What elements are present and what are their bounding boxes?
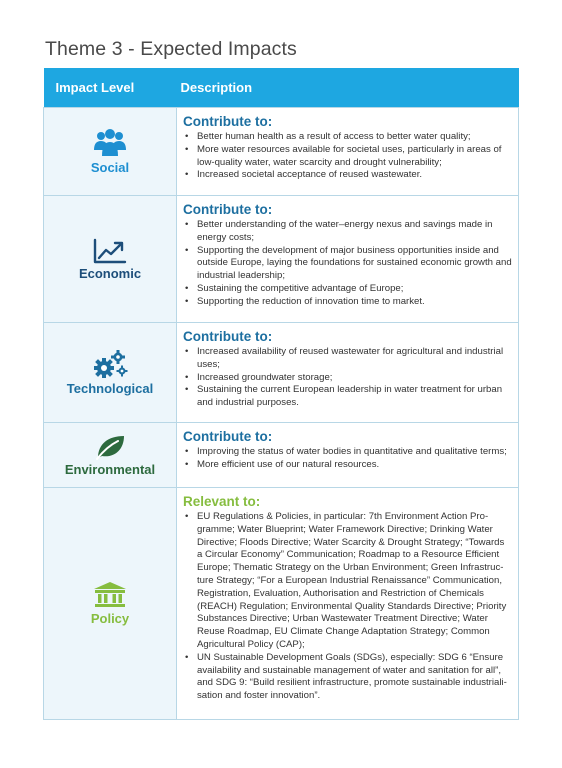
- description-heading: Relevant to:: [183, 494, 261, 509]
- leaf-icon: [94, 434, 126, 460]
- bullet-list: [183, 511, 512, 703]
- table-row: [44, 108, 519, 196]
- impact-level-economic: [44, 196, 177, 323]
- impact-level-label: Economic: [78, 265, 142, 281]
- list-item: • EU Regulations & Policies, in particular: 7th Environment Action Pro-gramme; Water Blueprint; Water Framework Directive; Drinking Water Directive; Floods Directive; Water Scarcity & Drought Strategy; “Towards a Circular Economy” Communication; Roadmap to a Resource Efficient Europe; Thematic Strategy on the Urban Environment; Green Infrastruc-ture Strategy; “For a European Industrial Renaissance” Communication, Registration, Evaluation, Authorisation and Restriction of Chemicals (REACH) Regulation; Environmental Quality Standards Directive; Priority Substances Directive; Urban Wastewater Treatment Directive; Water Reuse Roadmap, EU Climate Change Adaptation Strategy; Common Agricultural Policy (CAP);: [195, 511, 512, 652]
- impact-level-label: Environmental: [64, 461, 156, 477]
- list-item: • Sustaining the current European leadership in water treatment for urban and industrial purposes.: [195, 384, 512, 410]
- list-item: • Increased societal acceptance of reused wastewater.: [195, 169, 512, 182]
- table-header-row: [44, 68, 519, 108]
- header-impact-level: Impact Level: [44, 68, 177, 108]
- list-item: • Improving the status of water bodies in quantitative and qualitative terms;: [195, 446, 512, 459]
- description-heading: Contribute to:: [183, 329, 273, 344]
- bullet-list: [183, 131, 512, 182]
- list-item: • Supporting the reduction of innovation time to market.: [195, 296, 512, 309]
- impact-level-technological: [44, 323, 177, 423]
- description-heading: Contribute to:: [183, 429, 273, 444]
- growth-chart-icon: [93, 238, 127, 264]
- list-item: • More water resources available for societal uses, particularly in areas of low-quality water, water scarcity and drought vulnerability;: [195, 144, 512, 170]
- gears-icon: [92, 349, 128, 379]
- table-row: [44, 196, 519, 323]
- table-row: [44, 323, 519, 423]
- impact-level-label: Technological: [66, 381, 154, 396]
- description-economic: [177, 196, 519, 323]
- table-row: [44, 423, 519, 488]
- bullet-list: [183, 219, 512, 309]
- list-item: • More efficient use of our natural resources.: [195, 459, 512, 472]
- list-item: • Increased availability of reused wastewater for agricultural and industrial uses;: [195, 346, 512, 372]
- impact-level-label: Social: [90, 160, 130, 175]
- description-environmental: [177, 423, 519, 488]
- header-description: Description: [177, 68, 519, 108]
- impact-level-label: Policy: [90, 611, 130, 626]
- list-item: • Sustaining the competitive advantage of Europe;: [195, 283, 512, 296]
- list-item: • UN Sustainable Development Goals (SDGs), especially: SDG 6 “Ensure availability and sustainable management of water and sanitation for all”, and SDG 9: “Build resilient infrastructure, promote sustainable industriali-sation and foster innovation”.: [195, 652, 512, 703]
- impact-level-environmental: [44, 423, 177, 488]
- description-policy: [177, 488, 519, 720]
- bullet-list: [183, 346, 512, 410]
- description-social: [177, 108, 519, 196]
- institution-icon: [93, 581, 127, 609]
- bullet-list: [183, 446, 512, 472]
- impacts-table: [43, 68, 519, 720]
- list-item: • Increased groundwater storage;: [195, 372, 512, 385]
- table-row: [44, 488, 519, 720]
- list-item: • Supporting the development of major business opportunities inside and outside Europe, laying the foundations for sustained economic growth and industrial leadership;: [195, 245, 512, 283]
- impact-level-social: [44, 108, 177, 196]
- description-heading: Contribute to:: [183, 202, 273, 217]
- list-item: • Better understanding of the water–energy nexus and savings made in energy costs;: [195, 219, 512, 245]
- impact-level-policy: [44, 488, 177, 720]
- page-title: Theme 3 - Expected Impacts: [45, 38, 297, 60]
- list-item: • Better human health as a result of access to better water quality;: [195, 131, 512, 144]
- description-heading: Contribute to:: [183, 114, 273, 129]
- description-technological: [177, 323, 519, 423]
- people-icon: [93, 128, 127, 158]
